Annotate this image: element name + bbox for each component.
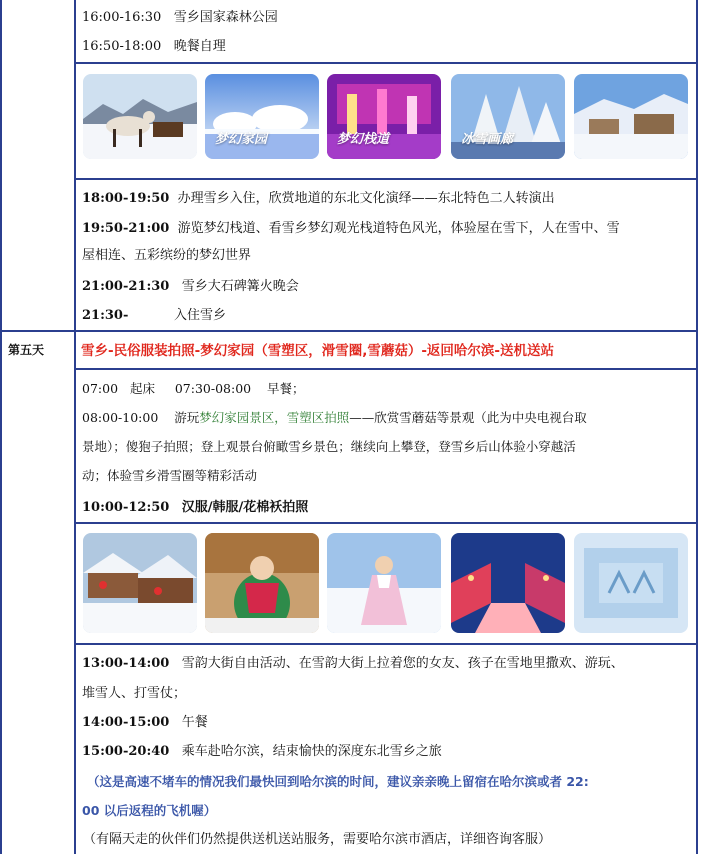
hanbok-photo [327, 533, 441, 633]
ice-sculpture-photo [574, 533, 688, 633]
row-time: 15:00-20:40 [82, 744, 170, 759]
schedule-row [82, 438, 576, 456]
row-text: 汉服/韩服/花棉袄拍照 [181, 500, 309, 515]
snow-village-photo [574, 74, 688, 159]
row-text: 游览梦幻栈道、看雪乡梦幻观光栈道特色风光，体验屋在雪下，人在雪中、雪 [177, 221, 620, 236]
row-time: 21:30- [82, 308, 129, 323]
schedule-row [82, 655, 624, 673]
note-text: （这是高速不堵车的情况我们最快回到哈尔滨的时间，建议亲亲晚上留宿在哈尔滨或者 22: [87, 774, 589, 789]
row-text: 乘车赴哈尔滨，结束愉快的深度东北雪乡之旅 [181, 744, 442, 759]
photo-row-1 [75, 66, 697, 166]
row-text: 动；体验雪乡滑雪圈等精彩活动 [82, 468, 258, 483]
dream-home-photo [205, 74, 319, 159]
row-text: 雪韵大街自由活动、在雪韵大街上拉着您的女友、孩子在雪地里撒欢、游玩、 [181, 656, 624, 671]
row-text: 起床 [129, 381, 155, 396]
schedule-row [82, 380, 305, 398]
schedule-row [82, 467, 257, 485]
schedule-row [82, 499, 308, 517]
photo-caption: 冰雪画廊 [461, 132, 514, 147]
schedule-row [82, 38, 226, 56]
schedule-row [82, 9, 278, 27]
row-text: 游玩 [174, 410, 200, 425]
row-text: 景地）；傻狍子拍照；登上观景台俯瞰雪乡景色；继续向上攀登，登雪乡后山体验小穿越活 [82, 439, 576, 454]
row-text: 晚餐自理 [173, 39, 226, 54]
row-time: 16:50-18:00 [82, 39, 162, 54]
schedule-row [82, 190, 555, 208]
photo-caption: 梦幻家园 [215, 132, 268, 147]
row-time: 13:00-14:00 [82, 656, 170, 671]
schedule-row [82, 220, 620, 238]
photo-caption: 梦幻栈道 [337, 132, 390, 147]
row-text: 办理雪乡入住，欣赏地道的东北文化演绎——东北特色二人转演出 [177, 191, 555, 206]
row-time: 07:30-08:00 [174, 381, 252, 396]
row-text: 屋相连、五彩缤纷的梦幻世界 [82, 248, 252, 263]
row-time: 07:00 [82, 381, 119, 396]
note-text: （有隔天走的伙伴们仍然提供送机送站服务，需要哈尔滨市酒店，详细咨询客服） [83, 832, 552, 847]
content-column [75, 0, 697, 854]
row-time: 19:50-21:00 [82, 221, 170, 236]
row-text: 堆雪人、打雪仗； [82, 686, 187, 701]
schedule-row [82, 714, 208, 732]
schedule-row [82, 278, 299, 296]
row-time: 21:00-21:30 [82, 279, 170, 294]
dream-path-photo [327, 74, 441, 159]
schedule-row [82, 307, 226, 325]
row-text: 入住雪乡 [174, 308, 227, 323]
row-text: 雪乡国家森林公园 [173, 10, 278, 25]
schedule-row [82, 409, 587, 427]
row-text: ——欣赏雪蘑菇等景观（此为中央电视台取 [349, 410, 587, 425]
row-time: 10:00-12:50 [82, 500, 170, 515]
row-text: 午餐 [181, 715, 208, 730]
note-text: 00 以后返程的飞机喔） [82, 803, 217, 818]
schedule-row [82, 743, 442, 761]
row-time: 08:00-10:00 [82, 410, 159, 425]
highlight-text: 梦幻家园景区，雪塑区拍照 [199, 410, 350, 425]
row-time: 16:00-16:30 [82, 10, 162, 25]
day-title: 雪乡-民俗服装拍照-梦幻家园（雪塑区，滑雪圈,雪蘑菇）-返回哈尔滨-送机送站 [81, 343, 555, 359]
costume-photo [205, 533, 319, 633]
snow-trees-photo [451, 74, 565, 159]
row-text: 早餐； [267, 381, 305, 396]
row-time: 18:00-19:50 [82, 191, 170, 206]
schedule-row [82, 685, 186, 703]
day-column [0, 0, 75, 854]
horse-sleigh-photo [83, 74, 197, 159]
row-text: 雪乡大石碑篝火晚会 [181, 279, 299, 294]
schedule-row [82, 247, 251, 265]
row-time: 14:00-15:00 [82, 715, 170, 730]
snow-houses-photo [83, 533, 197, 633]
night-lights-photo [451, 533, 565, 633]
day-label: 第五天 [8, 343, 45, 357]
photo-row-2 [75, 525, 697, 641]
